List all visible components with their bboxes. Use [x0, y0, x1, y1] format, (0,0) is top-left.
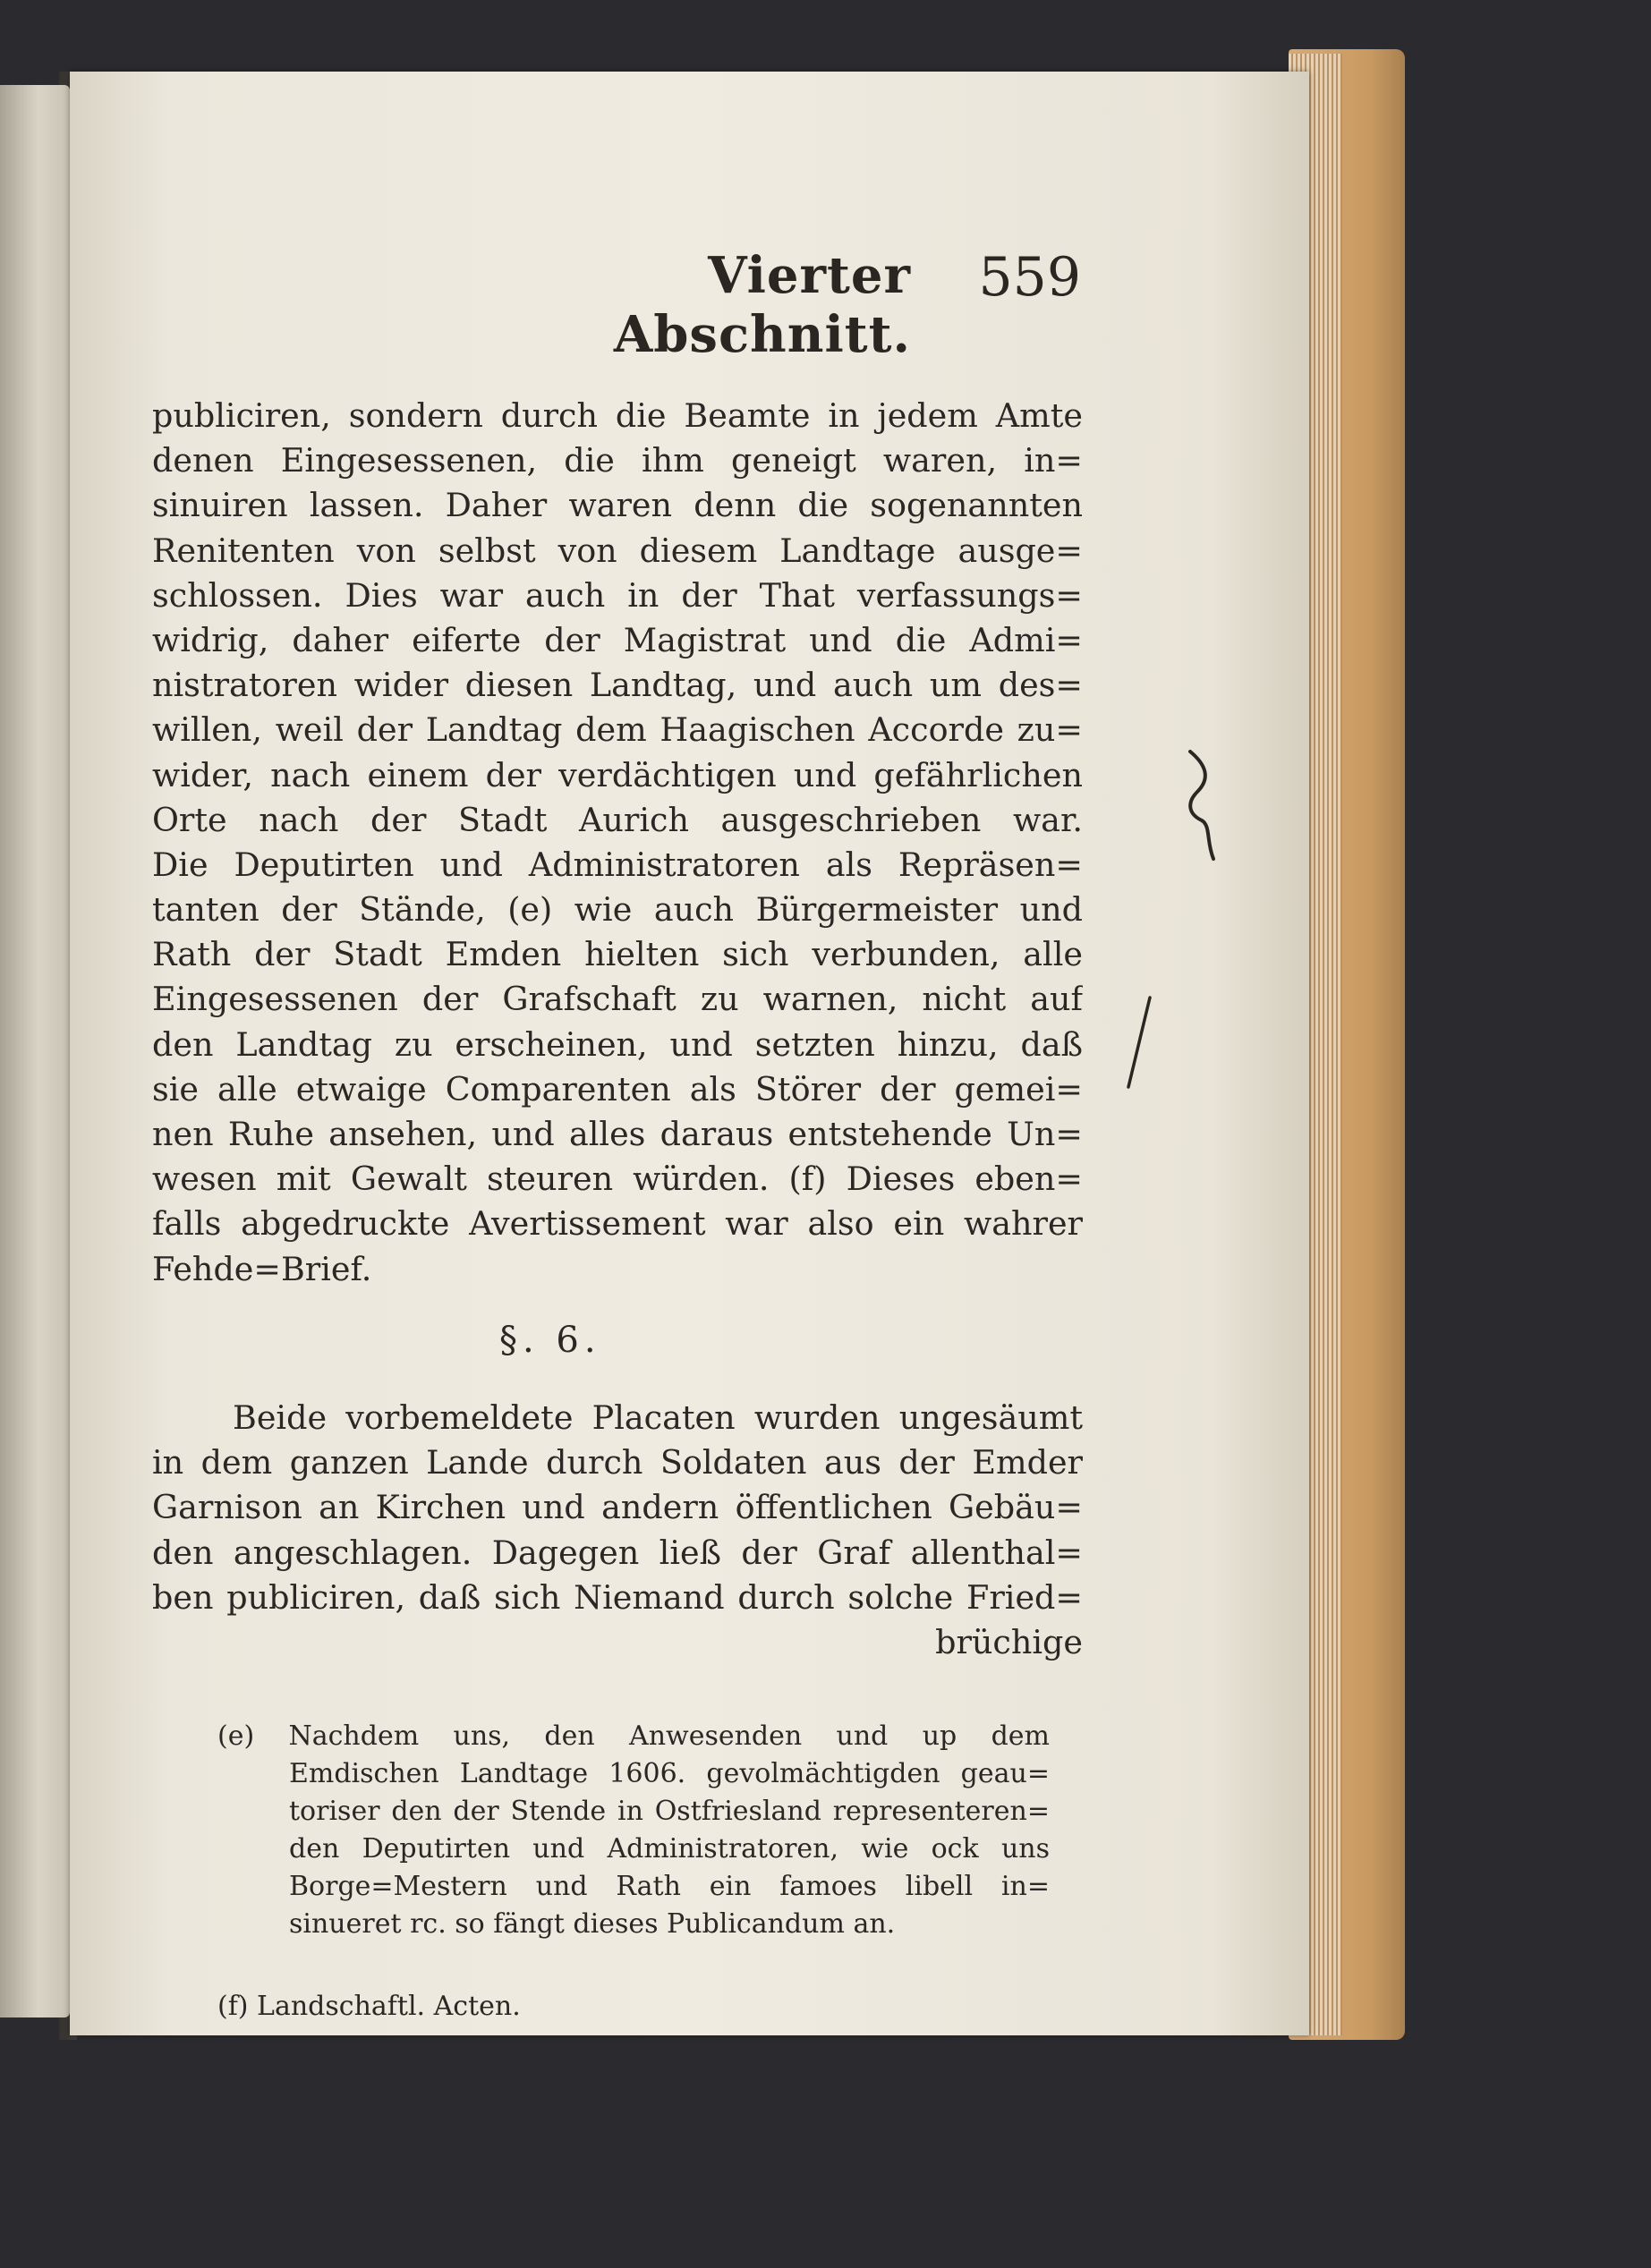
text-line: Orte nach der Stadt Aurich ausgeschrieben war. — [152, 800, 1083, 839]
page-number: 559 — [978, 246, 1081, 309]
section-paragraph — [152, 1396, 1083, 1665]
footnote-line: Emdischen Landtage 1606. gevolmächtigden geau= — [289, 1758, 1050, 1789]
text-line: ben publiciren, daß sich Niemand durch solche Fried= — [152, 1577, 1083, 1617]
text-line: Renitenten von selbst von diesem Landtage ausge= — [152, 531, 1083, 570]
text-line: willen, weil der Landtag dem Haagischen Accorde zu= — [152, 710, 1083, 750]
footnote-line: toriser den der Stende in Ostfriesland representeren= — [289, 1796, 1050, 1827]
footnote-e — [217, 1718, 1050, 1943]
footnote-f: (f) Landschaftl. Acten. — [217, 1991, 521, 2022]
facing-page-edge — [0, 85, 70, 2017]
text-line: nistratoren wider diesen Landtag, und auch um des= — [152, 666, 1083, 705]
text-line: Fehde=Brief. — [152, 1249, 372, 1288]
handwritten-slash-mark — [1121, 993, 1157, 1092]
running-head: Vierter Abschnitt. — [613, 246, 911, 364]
text-line: tanten der Stände, (e) wie auch Bürgermeister und — [152, 890, 1083, 930]
footnote-line: sinueret rc. so fängt dieses Publicandum an. — [289, 1908, 896, 1940]
text-line: sinuiren lassen. Daher waren denn die sogenannten — [152, 486, 1083, 525]
text-line: widrig, daher eiferte der Magistrat und die Admi= — [152, 620, 1083, 659]
text-line: wider, nach einem der verdächtigen und gefährlichen — [152, 755, 1083, 794]
text-line: den angeschlagen. Dagegen ließ der Graf allenthal= — [152, 1533, 1083, 1572]
text-line: publiciren, sondern durch die Beamte in jedem Amte — [152, 396, 1083, 435]
text-line: Garnison an Kirchen und andern öffentlichen Gebäu= — [152, 1488, 1083, 1527]
footnote-line: den Deputirten und Administratoren, wie ock uns — [289, 1833, 1050, 1865]
text-line: Rath der Stadt Emden hielten sich verbunden, alle — [152, 935, 1083, 974]
page-header — [70, 246, 1309, 364]
catchword: brüchige — [935, 1622, 1083, 1661]
footnote-line: Borge=Mestern und Rath ein famoes libell in= — [289, 1871, 1050, 1902]
text-line: schlossen. Dies war auch in der That verfassungs= — [152, 575, 1083, 615]
text-line: Die Deputirten und Administratoren als Repräsen= — [152, 845, 1083, 884]
text-line: Beide vorbemeldete Placaten wurden ungesäumt — [233, 1398, 1083, 1437]
main-paragraph — [152, 394, 1083, 1292]
text-line: denen Eingesessenen, die ihm geneigt waren, in= — [152, 441, 1083, 480]
text-line: falls abgedruckte Avertissement war also ein wahrer — [152, 1204, 1083, 1244]
text-line: den Landtag zu erscheinen, und setzten hinzu, daß — [152, 1024, 1083, 1064]
footnote-line: (e) Nachdem uns, den Anwesenden und up dem — [217, 1720, 1050, 1752]
text-line: sie alle etwaige Comparenten als Störer der gemei= — [152, 1069, 1083, 1109]
book-page — [70, 72, 1309, 2035]
handwritten-brace-mark — [1170, 747, 1233, 863]
text-line: Eingesessenen der Grafschaft zu warnen, nicht auf — [152, 980, 1083, 1019]
text-line: wesen mit Gewalt steuren würden. (f) Dieses eben= — [152, 1159, 1083, 1199]
section-heading: §. 6. — [499, 1320, 601, 1361]
text-line: nen Ruhe ansehen, und alles daraus entstehende Un= — [152, 1115, 1083, 1153]
text-line: in dem ganzen Lande durch Soldaten aus der Emder — [152, 1443, 1083, 1482]
